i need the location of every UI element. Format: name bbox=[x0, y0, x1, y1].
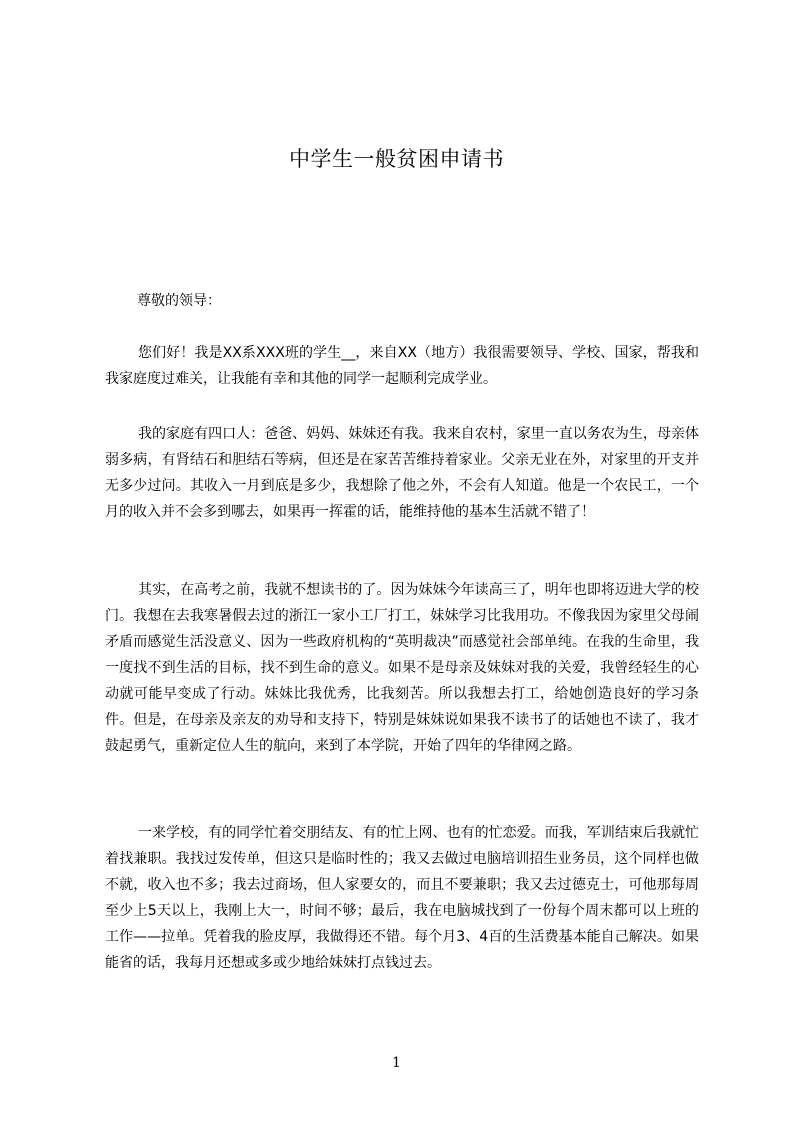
paragraph-family: 我的家庭有四口人：爸爸、妈妈、妹妹还有我。我来自农村，家里一直以务农为生，母亲体弱多病，有肾结石和胆结石等病，但还是在家苦苦维持着家业。父亲无业在外，对家里的开支并无多少过问。其收入一月到底是多少，我想除了他之外，不会有人知道。他是一个农民工，一个月的收入并不会多到哪去，如果再一挥霍的话，能维持他的基本生活就不错了！ bbox=[105, 426, 699, 520]
salutation: 尊敬的领导： bbox=[137, 293, 221, 309]
paragraph-before-exam: 其实，在高考之前，我就不想读书的了。因为妹妹今年读高三了，明年也即将迈进大学的校门。我想在去我寒暑假去过的浙江一家小工厂打工，妹妹学习比我用功。不像我因为家里父母闹矛盾而感觉生活没意义、因为一些政府机构的“英明裁决”而感觉社会部单纯。在我的生命里，我一度找不到生活的目标，找不到生命的意义。如果不是母亲及妹妹对我的关爱，我曾经轻生的心动就可能早变成了行动。妹妹比我优秀，比我刻苦。所以我想去打工，给她创造良好的学习条件。但是，在母亲及亲友的劝导和支持下，特别是妹妹说如果我不读书了的话她也不读了，我才鼓起勇气，重新定位人生的航向，来到了本学院，开始了四年的华律网之路。 bbox=[105, 582, 699, 754]
page-number: 1 bbox=[392, 1055, 401, 1071]
paragraph-greeting: 您们好！我是XX系XXX班的学生__，来自XX（地方）我很需要领导、学校、国家，帮我和我家庭度过难关，让我能有幸和其他的同学一起顺利完成学业。 bbox=[105, 345, 699, 387]
paragraph-part-time-jobs: 一来学校，有的同学忙着交朋结友、有的忙上网、也有的忙恋爱。而我，军训结束后我就忙着找兼职。我找过发传单，但这只是临时性的；我又去做过电脑培训招生业务员，这个同样也做不就，收入也不多；我去过商场，但人家要女的，而且不要兼职；我又去过德克士，可他那每周至少上5天以上，我刚上大一，时间不够；最后，我在电脑城找到了一份每个周末都可以上班的工作——拉单。凭着我的脸皮厚，我做得还不错。每个月3、4百的生活费基本能自己解决。如果能省的话，我每月还想或多或少地给妹妹打点钱过去。 bbox=[105, 825, 699, 971]
page-title: 中学生一般贫困申请书 bbox=[289, 147, 504, 171]
